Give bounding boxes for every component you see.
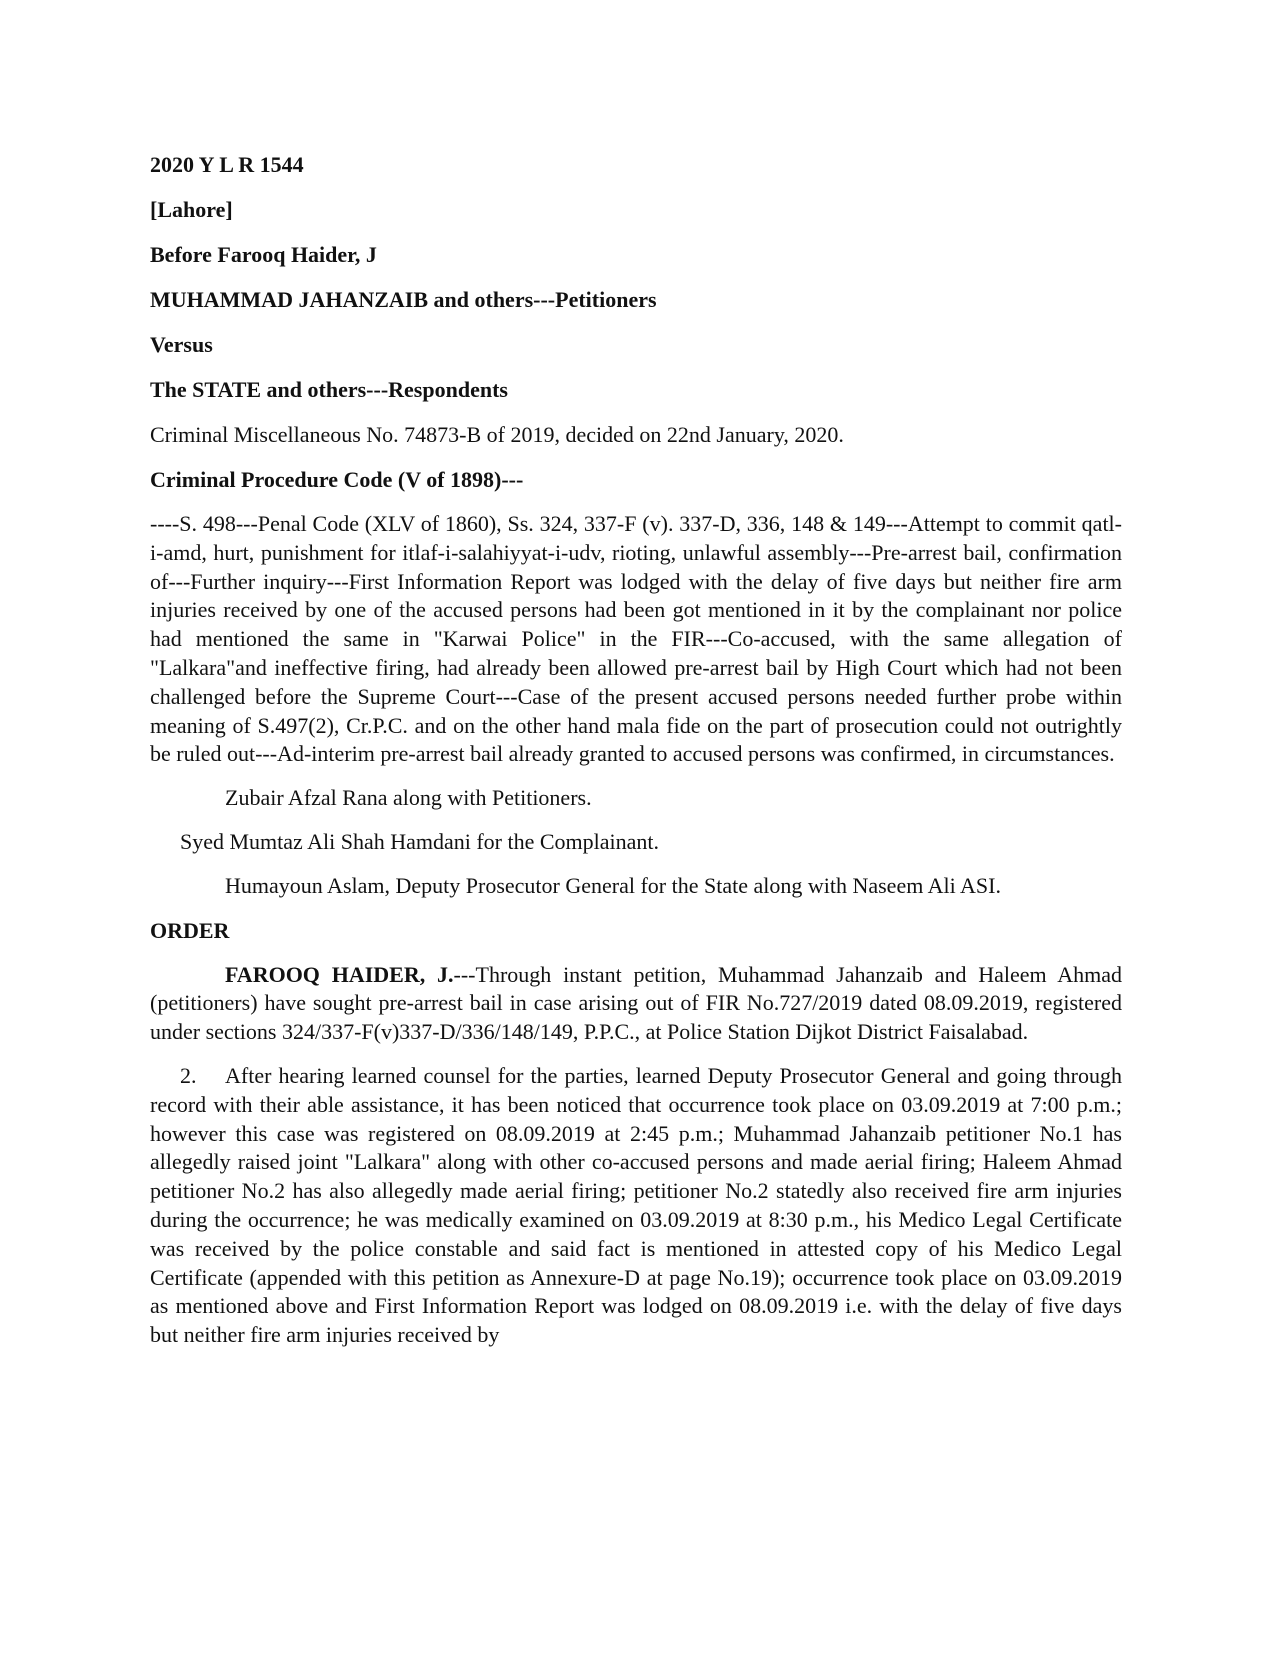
order-paragraph-1	[150, 961, 1122, 1047]
document-body	[150, 150, 1122, 1365]
order-paragraph-2-text: After hearing learned counsel for the parties, learned Deputy Prosecutor General and going through record with their able assistance, it has been noticed that occurrence took place on 03.09.2019 at 7:00 p.m.; however this case was registered on 08.09.2019 at 2:45 p.m.; Muhammad Jahanzaib petitioner No.1 has allegedly raised joint "Lalkara" along with other co-accused persons and made aerial firing; Haleem Ahmad petitioner No.2 has also allegedly made aerial firing; petitioner No.2 statedly also received fire arm injuries during the occurrence; he was medically examined on 03.09.2019 at 8:30 p.m., his Medico Legal Certificate was received by the police constable and said fact is mentioned in attested copy of his Medico Legal Certificate (appended with this petition as Annexure-D at page No.19); occurrence took place on 03.09.2019 as mentioned above and First Information Report was lodged on 08.09.2019 i.e. with the delay of five days but neither fire arm injuries received by	[150, 1062, 1122, 1348]
petitioners-line: MUHAMMAD JAHANZAIB and others---Petitioners	[150, 287, 657, 312]
judge-name: FAROOQ HAIDER, J.	[225, 961, 454, 987]
respondents-line: The STATE and others---Respondents	[150, 377, 508, 402]
order-heading: ORDER	[150, 917, 230, 943]
headnote-text: ----S. 498---Penal Code (XLV of 1860), Ss. 324, 337-F (v). 337-D, 336, 148 & 149---Attempt to commit qatl-i-amd, hurt, punishment for itlaf-i-salahiyyat-i-udv, rioting, unlawful assembly---Pre-arrest bail, confirmation of---Further inquiry---First Information Report was lodged with the delay of five days but neither fire arm injuries received by one of the accused persons had been got mentioned in it by the complainant nor police had mentioned the same in "Karwai Police" in the FIR---Co-accused, with the same allegation of "Lalkara"and ineffective firing, had already been allowed pre-arrest bail by High Court which had not been challenged before the Supreme Court---Case of the present accused persons needed further probe within meaning of S.497(2), Cr.P.C. and on the other hand mala fide on the part of prosecution could not outrightly be ruled out---Ad-interim pre-arrest bail already granted to accused persons was confirmed, in circumstances.	[150, 511, 1122, 767]
counsel-state: Humayoun Aslam, Deputy Prosecutor General for the State along with Naseem Ali ASI.	[225, 872, 1001, 898]
order-paragraph-2	[150, 1062, 1122, 1350]
counsel-complainant: Syed Mumtaz Ali Shah Hamdani for the Complainant.	[180, 828, 660, 854]
order-paragraph-1-text: ---Through instant petition, Muhammad Jahanzaib and Haleem Ahmad (petitioners) have sought pre-arrest bail in case arising out of FIR No.727/2019 dated 08.09.2019, registered under sections 324/337-F(v)337-D/336/148/149, P.P.C., at Police Station Dijkot District Faisalabad.	[150, 961, 1122, 1045]
court-name: [Lahore]	[150, 197, 233, 222]
citation: 2020 Y L R 1544	[150, 152, 304, 177]
counsel-petitioners: Zubair Afzal Rana along with Petitioners.	[225, 785, 592, 811]
headnote-statute: Criminal Procedure Code (V of 1898)---	[150, 467, 524, 492]
versus-line: Versus	[150, 332, 213, 357]
case-info: Criminal Miscellaneous No. 74873-B of 2019, decided on 22nd January, 2020.	[150, 422, 844, 447]
paragraph-number: 2.	[180, 1062, 197, 1088]
bench: Before Farooq Haider, J	[150, 242, 377, 267]
